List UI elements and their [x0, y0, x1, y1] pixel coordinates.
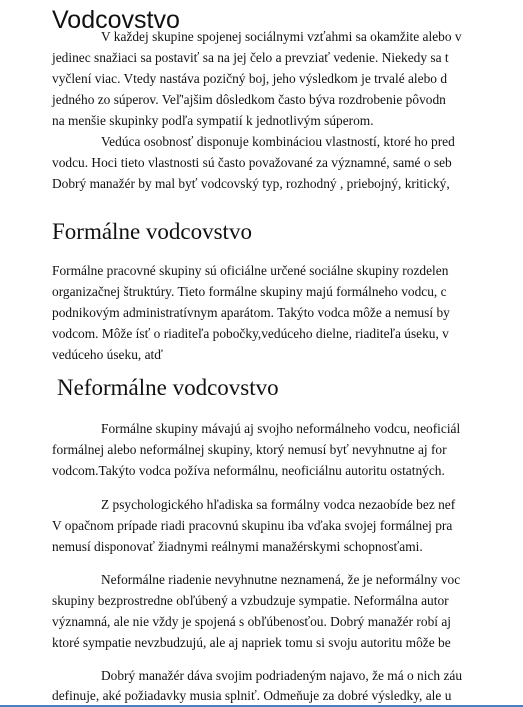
paragraph-line: na menšie skupinky podľa sympatií k jednotlivým súperom. — [52, 113, 374, 128]
paragraph-line: organizačnej štruktúry. Tieto formálne skupiny majú formálneho vodcu, c — [52, 284, 447, 299]
paragraph-line: vodcom.Takýto vodca požíva neformálnu, neoficiálnu autoritu ostatných. — [52, 463, 445, 478]
paragraph-line: Formálne pracovné skupiny sú oficiálne určené sociálne skupiny rozdelen — [52, 263, 449, 278]
paragraph-line: Formálne skupiny mávajú aj svojho neformálneho vodcu, neoficiál — [101, 421, 461, 436]
paragraph-line: V opačnom prípade riadi pracovnú skupinu iba vďaka svojej formálnej pra — [52, 518, 453, 533]
paragraph-line: definuje, aké požiadavky musia splniť. Odmeňuje za dobré výsledky, ale u — [52, 688, 452, 703]
paragraph-line: Z psychologického hľadiska sa formálny vodca nezaobíde bez nef — [101, 497, 456, 512]
paragraph-line: V každej skupine spojenej sociálnymi vzťahmi sa okamžite alebo v — [101, 29, 462, 44]
paragraph-line: formálnej alebo neformálnej skupiny, ktorý nemusí byť nevyhnutne aj for — [52, 442, 447, 457]
paragraph-line: nemusí disponovať žiadnymi reálnymi manažérskymi schopnosťami. — [52, 539, 423, 554]
paragraph-line: vedúceho úseku, atď — [52, 347, 163, 362]
paragraph-line: jedného zo súperov. Veľ'ajšim dôsledkom často býva rozdrobenie pôvodn — [52, 92, 446, 107]
paragraph-line: podnikovým administratívnym aparátom. Takýto vodca môže a nemusí by — [52, 305, 450, 320]
heading-formalne-vodcovstvo: Formálne vodcovstvo — [52, 219, 252, 244]
paragraph-line: významná, ale nie vždy je spojená s obľúbenosťou. Dobrý manažér robí aj — [52, 614, 451, 629]
paragraph-line: vyčlení viac. Vtedy nastáva pozičný boj, jeho výsledkom je trvalé alebo d — [52, 71, 448, 86]
heading-vodcovstvo: Vodcovstvo — [52, 6, 180, 34]
paragraph-line: ktoré sympatie nevzbudzujú, ale aj napriek tomu si svoju autoritu môže be — [52, 635, 451, 650]
heading-neformalne-vodcovstvo: Neformálne vodcovstvo — [57, 375, 279, 400]
paragraph-line: Vedúca osobnosť disponuje kombináciou vlastností, ktoré ho pred — [101, 134, 455, 149]
paragraph-line: Dobrý manažér by mal byť vodcovský typ, rozhodný , priebojný, kritický, — [52, 176, 450, 191]
paragraph-line: vodcu. Hoci tieto vlastnosti sú často považované za významné, samé o seb — [52, 155, 452, 170]
paragraph-line: jedinec snažiaci sa postaviť sa na jej čelo a prevziať vedenie. Niekedy sa t — [52, 50, 449, 65]
paragraph-line: Neformálne riadenie nevyhnutne neznamená, že je neformálny voc — [101, 572, 461, 587]
paragraph-line: skupiny bezprostredne obľúbený a vzbudzuje sympatie. Neformálna autor — [52, 593, 449, 608]
paragraph-line: Dobrý manažér dáva svojim podriadeným najavo, že má o nich záu — [101, 668, 463, 683]
paragraph-line: vodcom. Môže ísť o riaditeľa pobočky,vedúceho dielne, riaditeľa úseku, v — [52, 326, 449, 341]
